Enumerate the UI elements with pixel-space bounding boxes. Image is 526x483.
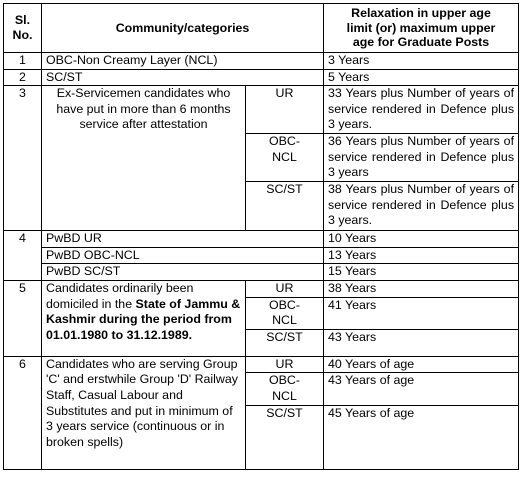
row-relaxation: 33 Years plus Number of years of service rendered in Defence plus 3 years.	[324, 86, 519, 134]
sub-category-label: SC/ST	[246, 329, 324, 356]
row-relaxation: 36 Years plus Number of years of service rendered in Defence plus 3 years	[324, 134, 519, 182]
row-category: PwBD OBC-NCL	[42, 247, 324, 264]
table-row	[4, 264, 519, 281]
row-category: Ex-Servicemen candidates who have put in more than 6 months service after attestation	[42, 86, 246, 231]
header-relaxation	[324, 4, 519, 53]
row-relaxation: 13 Years	[324, 247, 519, 264]
row-category: Candidates who are serving Group 'C' and erstwhile Group 'D' Railway Staff, Casual Labour and Substitutes and put in minimum of 3 years service (continuous or in broken spells)	[42, 356, 246, 469]
sub-category-label	[246, 134, 324, 182]
table-row	[4, 86, 519, 134]
header-no-text: No.	[12, 28, 33, 42]
row-relaxation: 15 Years	[324, 264, 519, 281]
row-relaxation: 38 Years	[324, 280, 519, 297]
sub-category-label: UR	[246, 280, 324, 297]
header-community: Community/categories	[42, 4, 324, 53]
header-row	[4, 4, 519, 53]
row-sl: 4	[4, 231, 42, 281]
sub-category-label	[246, 297, 324, 329]
sub-label-line1: OBC-	[269, 134, 300, 149]
sub-label-line1: OBC-	[269, 297, 300, 312]
row-category: OBC-Non Creamy Layer (NCL)	[42, 53, 324, 70]
sub-label-line1: OBC-	[269, 373, 300, 388]
row-relaxation: 3 Years	[324, 53, 519, 70]
sub-category-label: SC/ST	[246, 405, 324, 469]
row-sl: 5	[4, 280, 42, 356]
category-bold-text: State of Jammu & Kashmir during the period from 01.01.1980 to 31.12.1989.	[46, 296, 241, 342]
row-relaxation: 41 Years	[324, 297, 519, 329]
header-relax-line1: Relaxation in upper age	[351, 6, 491, 21]
row-relaxation: 38 Years plus Number of years of service rendered in Defence plus 3 years.	[324, 182, 519, 231]
sub-label-line2: NCL	[272, 388, 297, 403]
table-row	[4, 247, 519, 264]
table-row	[4, 356, 519, 373]
row-sl: 2	[4, 69, 42, 86]
row-relaxation: 40 Years of age	[324, 356, 519, 373]
sub-category-label: SC/ST	[246, 182, 324, 231]
sub-category-label: UR	[246, 356, 324, 373]
row-sl: 3	[4, 86, 42, 231]
table-row	[4, 69, 519, 86]
row-relaxation: 43 Years of age	[324, 373, 519, 405]
row-sl: 1	[4, 53, 42, 70]
sub-label-line2: NCL	[272, 313, 297, 328]
row-relaxation: 5 Years	[324, 69, 519, 86]
row-sl: 6	[4, 356, 42, 469]
row-category: PwBD UR	[42, 231, 324, 248]
table-row	[4, 53, 519, 70]
sub-category-label	[246, 373, 324, 405]
table-row	[4, 280, 519, 297]
row-category: PwBD SC/ST	[42, 264, 324, 281]
header-sl-text: Sl.	[14, 13, 31, 28]
header-relax-line3: age for Graduate Posts	[352, 35, 490, 50]
row-category	[42, 280, 246, 356]
row-relaxation: 43 Years	[324, 329, 519, 356]
category-plain-text: Candidates ordinarily been domiciled in the	[46, 280, 194, 311]
header-sl-no	[4, 4, 42, 53]
age-relaxation-table-container	[3, 3, 519, 470]
age-relaxation-table	[3, 3, 519, 470]
header-relax-line2: limit (or) maximum upper	[346, 20, 496, 35]
table-row	[4, 231, 519, 248]
row-relaxation: 45 Years of age	[324, 405, 519, 469]
sub-category-label: UR	[246, 86, 324, 134]
row-category: SC/ST	[42, 69, 324, 86]
row-relaxation: 10 Years	[324, 231, 519, 248]
sub-label-line2: NCL	[272, 149, 297, 164]
